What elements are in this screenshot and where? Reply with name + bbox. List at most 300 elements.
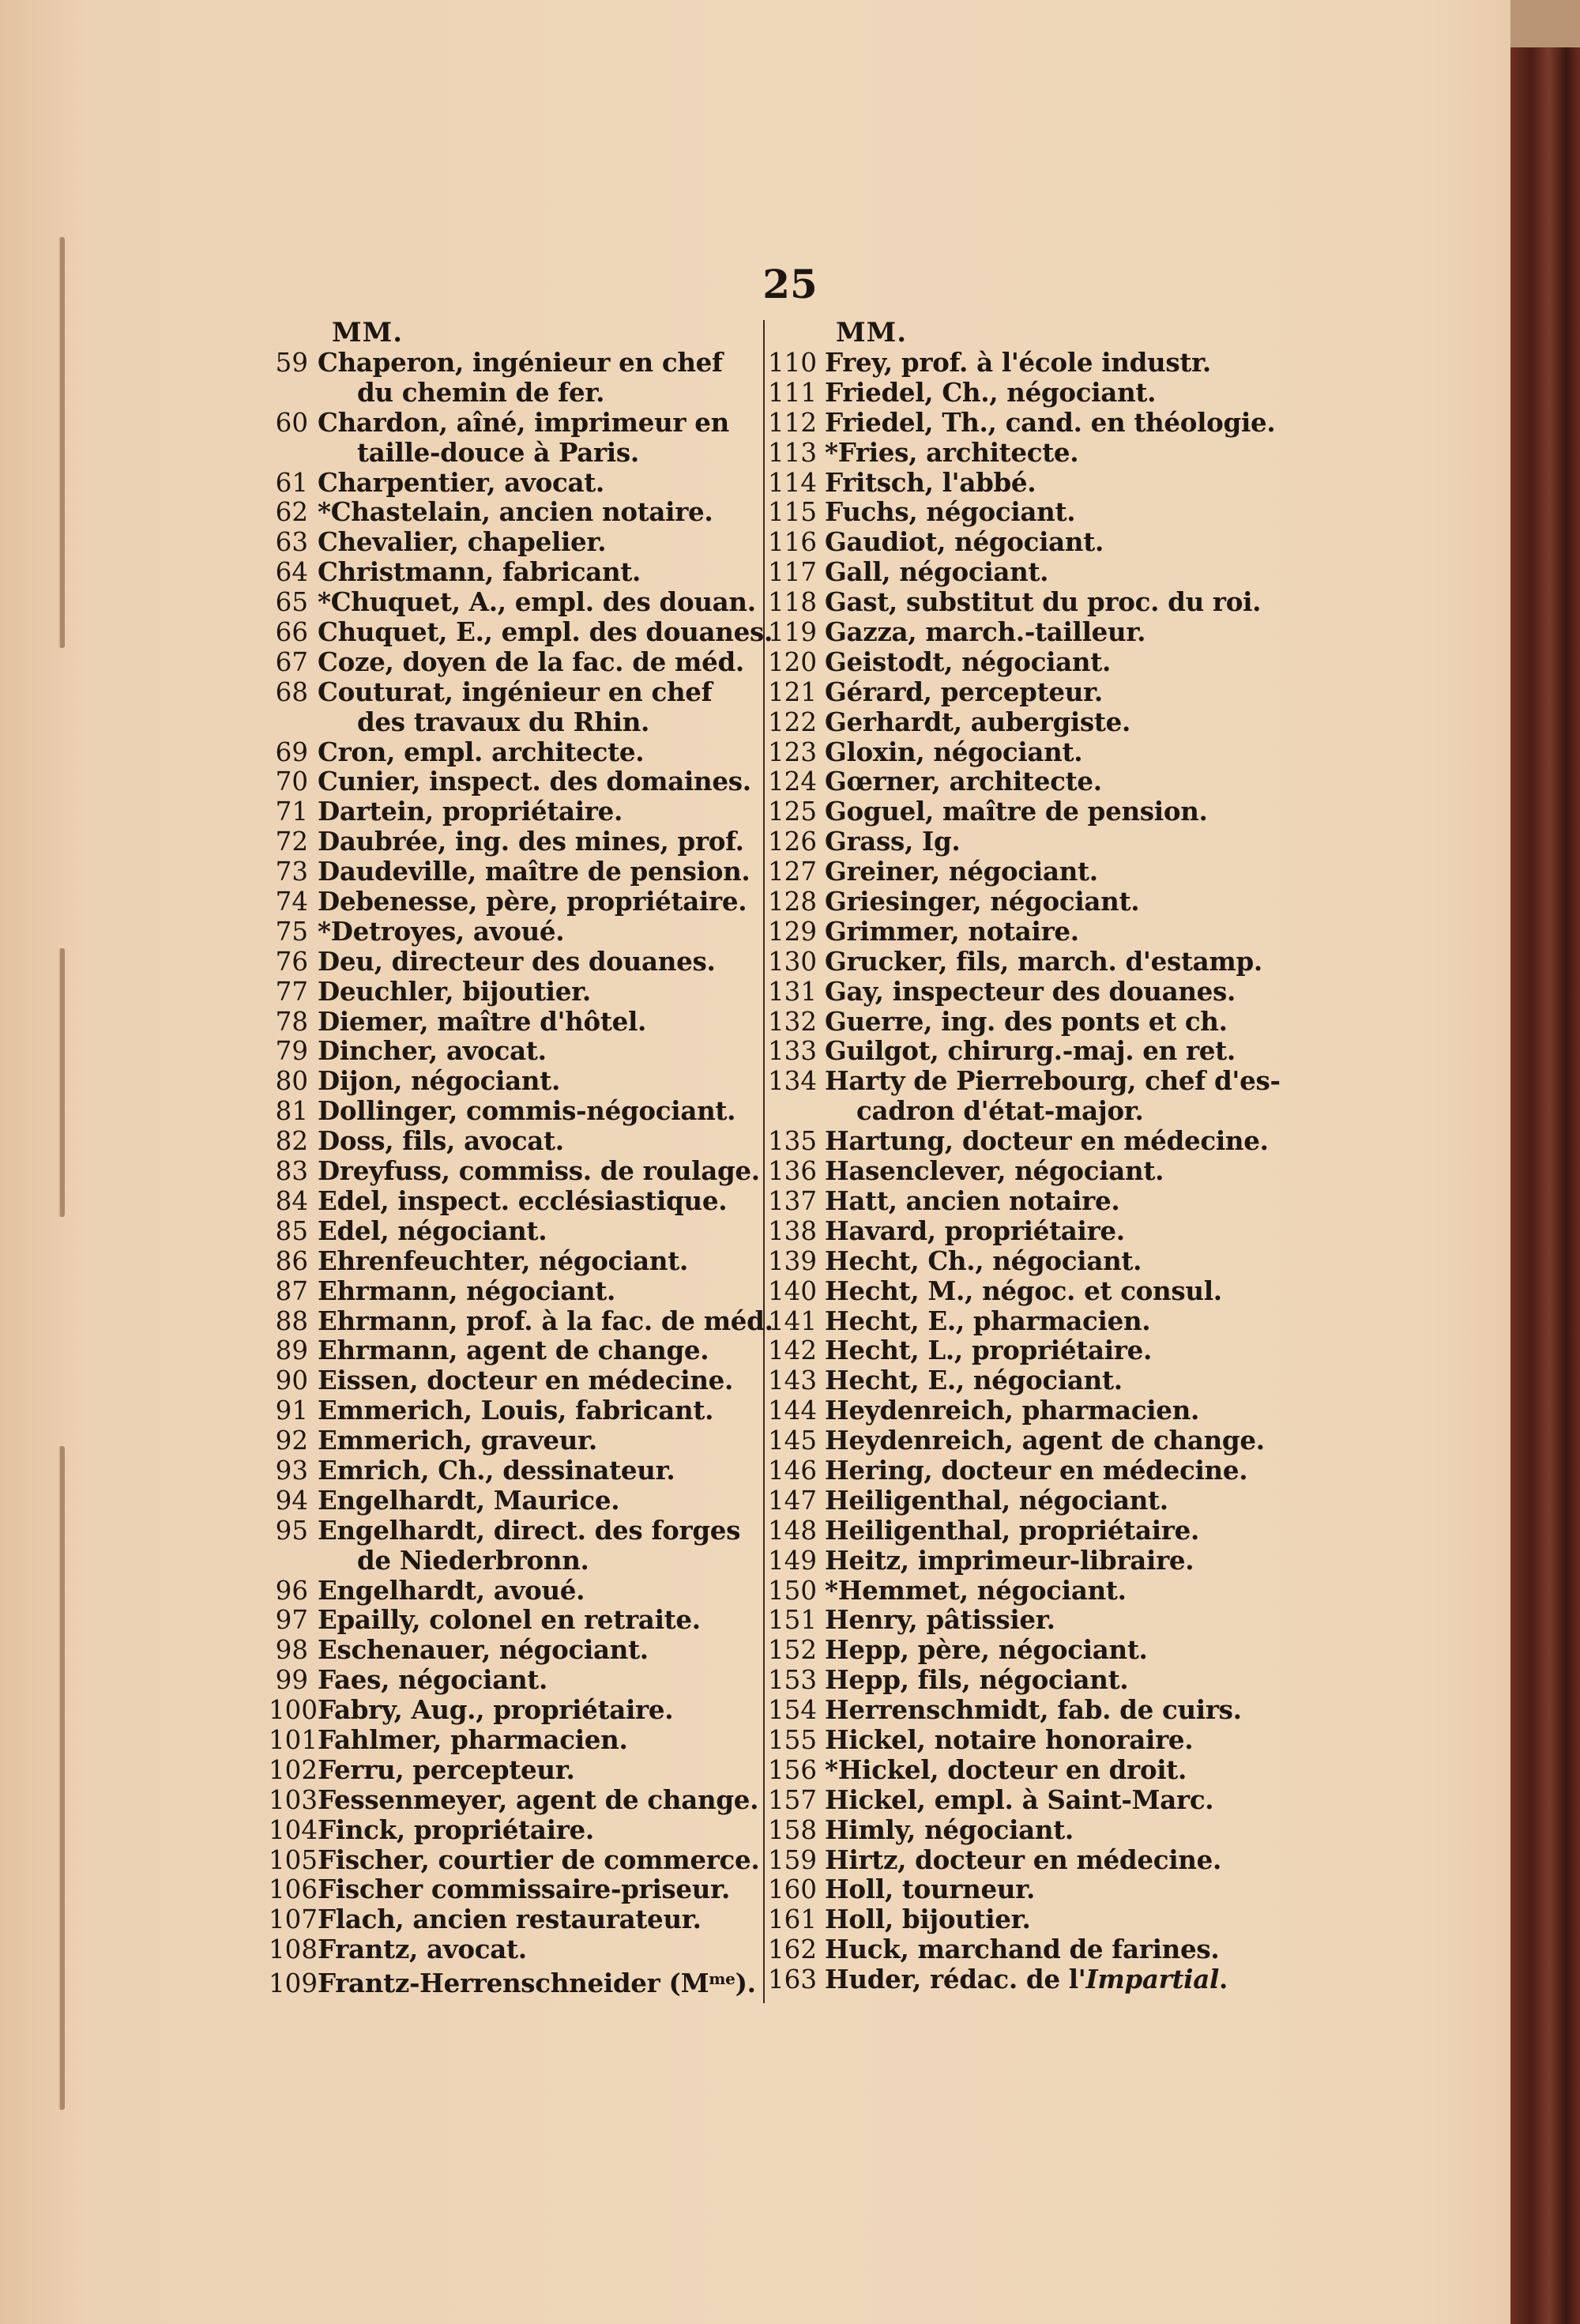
entry-number: 67 bbox=[275, 646, 308, 677]
list-item bbox=[768, 1036, 1258, 1066]
entry-text bbox=[308, 1216, 547, 1246]
entry-text bbox=[308, 1276, 615, 1306]
list-item bbox=[269, 737, 758, 767]
entry-text bbox=[815, 497, 1075, 527]
entry-number: 149 bbox=[768, 1545, 818, 1576]
entry-text bbox=[815, 1904, 1031, 1934]
entry-name: Dreyfuss, commiss. de roulage. bbox=[318, 1155, 760, 1187]
list-item bbox=[269, 917, 758, 947]
entry-number: 128 bbox=[768, 887, 818, 917]
entry-number: 90 bbox=[275, 1365, 308, 1396]
entry-name: Cunier, inspect. des domaines. bbox=[318, 766, 751, 797]
entry-text bbox=[308, 767, 751, 797]
entry-text bbox=[815, 1576, 1127, 1606]
entry-name: Goguel, maître de pension. bbox=[825, 796, 1208, 827]
list-item bbox=[768, 1125, 1269, 1157]
entry-name: Eissen, docteur en médecine. bbox=[318, 1365, 734, 1396]
entry-text bbox=[815, 857, 1098, 887]
entry-number: 107 bbox=[269, 1904, 318, 1935]
list-item bbox=[269, 1216, 758, 1246]
entry-name: Gerhardt, aubergiste. bbox=[825, 706, 1131, 737]
entry-number: 75 bbox=[275, 916, 308, 947]
entry-number: 73 bbox=[275, 857, 308, 887]
list-item bbox=[269, 767, 758, 797]
entry-text bbox=[815, 1066, 1281, 1096]
entry-continuation: de Niederbronn. bbox=[357, 1544, 589, 1576]
entry-number: 97 bbox=[275, 1605, 308, 1636]
entry-number: 155 bbox=[768, 1724, 818, 1755]
entry-name: Gazza, march.-tailleur. bbox=[825, 616, 1146, 648]
entry-text bbox=[815, 1456, 1247, 1486]
entry-number: 89 bbox=[275, 1335, 308, 1366]
entry-name: Ehrmann, agent de change. bbox=[318, 1335, 709, 1366]
list-item bbox=[269, 1845, 758, 1875]
entry-name: Emrich, Ch., dessinateur. bbox=[318, 1454, 675, 1486]
entry-number: 103 bbox=[269, 1784, 318, 1815]
entry-text bbox=[815, 468, 1036, 498]
entry-number: 111 bbox=[768, 377, 818, 408]
entry-text bbox=[308, 1456, 675, 1486]
entry-name: Engelhardt, avoué. bbox=[318, 1574, 585, 1606]
entry-text bbox=[815, 707, 1130, 737]
entry-name: Debenesse, père, propriétaire. bbox=[318, 886, 747, 917]
entry-name: Heitz, imprimeur-libraire. bbox=[825, 1544, 1194, 1576]
list-item bbox=[269, 977, 758, 1007]
entry-number: 79 bbox=[275, 1036, 308, 1067]
entry-name: Gérard, percepteur. bbox=[825, 676, 1103, 707]
entry-name: Daudeville, maître de pension. bbox=[318, 856, 750, 887]
list-item bbox=[269, 1815, 758, 1845]
entry-list bbox=[768, 347, 1281, 1995]
entry-name: Hatt, ancien notaire. bbox=[825, 1185, 1120, 1216]
entry-number: 130 bbox=[768, 946, 818, 977]
entry-number: 127 bbox=[768, 857, 818, 887]
right-column bbox=[768, 317, 1281, 1995]
entry-name: Hickel, notaire honoraire. bbox=[825, 1723, 1194, 1755]
entry-number: 94 bbox=[275, 1485, 308, 1516]
entry-name: Fabry, Aug., propriétaire. bbox=[318, 1694, 674, 1726]
left-column bbox=[269, 317, 773, 1999]
list-item bbox=[768, 1425, 1265, 1456]
entry-name: Daubrée, ing. des mines, prof. bbox=[318, 826, 744, 857]
entry-name: Frantz, avocat. bbox=[318, 1934, 527, 1965]
entry-number: 84 bbox=[275, 1185, 308, 1216]
entry-name: Heydenreich, agent de change. bbox=[825, 1425, 1265, 1456]
entry-text bbox=[308, 497, 713, 527]
entry-number: 158 bbox=[768, 1814, 818, 1845]
entry-name: Himly, négociant. bbox=[825, 1814, 1074, 1845]
list-item bbox=[768, 406, 1276, 438]
entry-continuation: des travaux du Rhin. bbox=[357, 706, 650, 737]
list-item bbox=[768, 1845, 1258, 1875]
entry-tail: . bbox=[1219, 1964, 1228, 1995]
list-item bbox=[768, 887, 1258, 917]
list-item bbox=[269, 647, 758, 677]
entry-name: Frey, prof. à l'école industr. bbox=[825, 347, 1211, 378]
entry-name: *Hickel, docteur en droit. bbox=[825, 1753, 1187, 1785]
entry-text bbox=[308, 1365, 733, 1396]
list-item bbox=[269, 1516, 758, 1546]
column-header: MM. bbox=[836, 317, 908, 348]
entry-name: Dartein, propriétaire. bbox=[318, 796, 623, 827]
list-item bbox=[768, 557, 1258, 587]
entry-number: 109 bbox=[269, 1968, 318, 1999]
list-item bbox=[768, 917, 1258, 947]
entry-name: Friedel, Th., cand. en théologie. bbox=[825, 406, 1276, 438]
entry-name: Huder, rédac. de l' bbox=[825, 1964, 1086, 1995]
list-item bbox=[269, 587, 758, 617]
entry-number: 135 bbox=[768, 1126, 818, 1157]
entry-text bbox=[308, 1486, 619, 1516]
entry-name: Ehrenfeuchter, négociant. bbox=[318, 1245, 688, 1276]
entry-name: *Detroyes, avoué. bbox=[318, 915, 565, 947]
list-item bbox=[768, 1874, 1258, 1904]
entry-number: 140 bbox=[768, 1275, 818, 1306]
entry-name: Hecht, M., négoc. et consul. bbox=[825, 1275, 1222, 1306]
entry-text bbox=[308, 348, 723, 378]
entry-number: 134 bbox=[768, 1066, 818, 1097]
entry-number: 115 bbox=[768, 497, 818, 528]
entry-name: Hepp, père, négociant. bbox=[825, 1634, 1148, 1666]
entry-text bbox=[815, 378, 1156, 408]
entry-italic: Impartial bbox=[1085, 1964, 1220, 1995]
entry-name: Harty de Pierrebourg, chef d'es- bbox=[825, 1065, 1281, 1097]
entry-text bbox=[815, 1276, 1222, 1306]
entry-text bbox=[815, 1845, 1221, 1875]
entry-name: Emmerich, Louis, fabricant. bbox=[318, 1395, 714, 1426]
entry-name: Faes, négociant. bbox=[318, 1664, 548, 1696]
list-item bbox=[768, 1335, 1258, 1365]
entry-text bbox=[815, 1426, 1265, 1456]
entry-name: Guerre, ing. des ponts et ch. bbox=[825, 1005, 1228, 1037]
list-item bbox=[768, 1725, 1258, 1755]
entry-name: Gast, substitut du proc. du roi. bbox=[825, 586, 1262, 618]
entry-name: Couturat, ingénieur en chef bbox=[318, 676, 713, 707]
entry-number: 112 bbox=[768, 407, 818, 438]
entry-name: Doss, fils, avocat. bbox=[318, 1125, 564, 1157]
entry-number: 106 bbox=[269, 1874, 318, 1905]
entry-number: 138 bbox=[768, 1215, 818, 1246]
entry-number: 120 bbox=[768, 646, 818, 677]
entry-name: Emmerich, graveur. bbox=[318, 1425, 597, 1456]
entry-superscript: me bbox=[709, 1969, 735, 1989]
entry-number: 125 bbox=[768, 797, 818, 827]
entry-name: Hecht, Ch., négociant. bbox=[825, 1245, 1142, 1276]
entry-text bbox=[308, 1934, 527, 1964]
list-item bbox=[269, 468, 758, 498]
entry-text bbox=[308, 677, 712, 707]
list-item bbox=[269, 497, 758, 527]
list-item bbox=[768, 1065, 1281, 1097]
entry-name: *Hemmet, négociant. bbox=[825, 1574, 1127, 1606]
entry-text bbox=[308, 1246, 688, 1276]
entry-continuation: cadron d'état-major. bbox=[856, 1095, 1144, 1127]
entry-number: 105 bbox=[269, 1844, 318, 1875]
entry-text bbox=[815, 408, 1275, 438]
list-item bbox=[269, 1456, 758, 1486]
entry-number: 104 bbox=[269, 1814, 318, 1845]
entry-text bbox=[308, 587, 756, 617]
entry-number: 124 bbox=[768, 767, 818, 797]
list-item bbox=[768, 1516, 1258, 1546]
entry-text bbox=[308, 887, 747, 917]
entry-number: 119 bbox=[768, 617, 818, 648]
entry-number: 78 bbox=[275, 1006, 308, 1037]
list-item bbox=[269, 616, 773, 648]
entry-name: Greiner, négociant. bbox=[825, 856, 1098, 887]
list-item bbox=[269, 1126, 758, 1156]
entry-text bbox=[815, 1216, 1125, 1246]
entry-number: 129 bbox=[768, 916, 818, 947]
entry-name: Dincher, avocat. bbox=[318, 1035, 547, 1067]
entry-text bbox=[815, 1665, 1128, 1695]
entry-text bbox=[815, 977, 1236, 1007]
entry-continuation: taille-douce à Paris. bbox=[357, 436, 639, 468]
entry-number: 60 bbox=[275, 407, 308, 438]
entry-number: 65 bbox=[275, 587, 308, 618]
binding-edge bbox=[1510, 0, 1580, 47]
entry-number: 162 bbox=[768, 1934, 818, 1965]
entry-text bbox=[815, 1486, 1168, 1516]
entry-number: 133 bbox=[768, 1036, 818, 1067]
list-item bbox=[768, 677, 1258, 707]
entry-text bbox=[815, 1755, 1187, 1785]
list-item bbox=[269, 1246, 758, 1276]
binding-stitch bbox=[58, 948, 65, 1217]
entry-number: 76 bbox=[275, 946, 308, 977]
list-item bbox=[269, 1695, 758, 1725]
entry-text bbox=[815, 947, 1262, 977]
entry-number: 117 bbox=[768, 557, 818, 588]
list-item bbox=[768, 1815, 1258, 1845]
entry-number: 71 bbox=[275, 797, 308, 827]
entry-text bbox=[815, 677, 1103, 707]
entry-text bbox=[815, 557, 1048, 587]
entry-number: 118 bbox=[768, 587, 818, 618]
list-item bbox=[768, 945, 1262, 977]
list-item bbox=[269, 1874, 758, 1904]
entry-name: Havard, propriétaire. bbox=[825, 1215, 1125, 1246]
list-item bbox=[768, 1665, 1258, 1695]
list-item bbox=[768, 1156, 1258, 1186]
entry-text bbox=[815, 527, 1104, 557]
entry-text bbox=[308, 737, 644, 767]
list-item bbox=[269, 1186, 758, 1216]
list-item bbox=[269, 857, 758, 887]
entry-text bbox=[815, 438, 1078, 468]
entry-name: Gœrner, architecte. bbox=[825, 766, 1102, 797]
entry-number: 114 bbox=[768, 467, 818, 498]
entry-number: 83 bbox=[275, 1156, 308, 1187]
list-item bbox=[768, 586, 1262, 618]
entry-text bbox=[815, 1605, 1055, 1635]
entry-number: 143 bbox=[768, 1365, 818, 1396]
entry-name: Ehrmann, négociant. bbox=[318, 1275, 616, 1306]
entry-number: 113 bbox=[768, 437, 818, 468]
entry-number: 70 bbox=[275, 767, 308, 797]
entry-text bbox=[308, 1964, 756, 1998]
entry-number: 88 bbox=[275, 1305, 308, 1336]
list-item bbox=[269, 947, 758, 977]
entry-text bbox=[815, 1695, 1242, 1725]
entry-name: Fahlmer, pharmacien. bbox=[318, 1723, 628, 1755]
list-item bbox=[768, 1785, 1258, 1815]
entry-number: 160 bbox=[768, 1874, 818, 1905]
list-item bbox=[269, 557, 758, 587]
list-item bbox=[269, 1156, 758, 1186]
entry-name: Cron, empl. architecte. bbox=[318, 736, 645, 767]
list-item bbox=[768, 438, 1258, 468]
entry-number: 121 bbox=[768, 676, 818, 707]
entry-name: Heiligenthal, propriétaire. bbox=[825, 1514, 1199, 1546]
list-item bbox=[768, 1456, 1258, 1486]
list-item bbox=[269, 677, 758, 707]
list-item bbox=[768, 1486, 1258, 1516]
entry-number: 131 bbox=[768, 976, 818, 1007]
entry-text bbox=[815, 1306, 1150, 1336]
list-item bbox=[768, 1306, 1258, 1336]
list-item bbox=[768, 977, 1258, 1007]
list-item bbox=[269, 1486, 758, 1516]
entry-name: *Chastelain, ancien notaire. bbox=[318, 496, 713, 528]
entry-number: 144 bbox=[768, 1396, 818, 1426]
entry-name: Fischer, courtier de commerce. bbox=[318, 1844, 760, 1875]
entry-number: 63 bbox=[275, 527, 308, 558]
entry-text bbox=[308, 1007, 646, 1037]
entry-name: *Chuquet, A., empl. des douan. bbox=[318, 586, 756, 618]
list-item bbox=[269, 1096, 758, 1126]
list-item bbox=[768, 1365, 1258, 1396]
entry-name: Hirtz, docteur en médecine. bbox=[825, 1844, 1221, 1875]
entry-name: Engelhardt, direct. des forges bbox=[318, 1514, 741, 1546]
entry-text bbox=[308, 1066, 560, 1096]
entry-text bbox=[308, 917, 564, 947]
entry-name: Frantz-Herrenschneider (M bbox=[318, 1968, 709, 1999]
entry-text bbox=[308, 527, 606, 557]
entry-number: 152 bbox=[768, 1635, 818, 1666]
entry-name: Chaperon, ingénieur en chef bbox=[318, 347, 723, 378]
entry-name: Edel, négociant. bbox=[318, 1215, 547, 1246]
list-item bbox=[269, 1066, 758, 1096]
entry-name: Dijon, négociant. bbox=[318, 1065, 560, 1097]
entry-text bbox=[308, 1426, 597, 1456]
list-item bbox=[768, 378, 1258, 408]
list-item bbox=[768, 767, 1258, 797]
entry-text bbox=[308, 1904, 702, 1934]
entry-name: Herrenschmidt, fab. de cuirs. bbox=[825, 1694, 1242, 1726]
entry-number: 163 bbox=[768, 1964, 818, 1995]
list-item bbox=[768, 527, 1258, 557]
entry-text bbox=[308, 1335, 709, 1365]
entry-name: Engelhardt, Maurice. bbox=[318, 1484, 620, 1516]
entry-text bbox=[308, 1815, 594, 1845]
entry-name: Holl, tourneur. bbox=[825, 1874, 1036, 1905]
entry-text bbox=[308, 468, 604, 498]
entry-name: Fischer commissaire-priseur. bbox=[318, 1874, 730, 1905]
entry-number: 116 bbox=[768, 527, 818, 558]
entry-number: 81 bbox=[275, 1096, 308, 1127]
entry-name: Diemer, maître d'hôtel. bbox=[318, 1005, 647, 1037]
entry-text bbox=[308, 1635, 649, 1665]
entry-text bbox=[815, 767, 1102, 797]
entry-text bbox=[308, 827, 744, 857]
list-item bbox=[269, 1007, 758, 1037]
entry-text bbox=[815, 1335, 1152, 1365]
entry-text bbox=[815, 1365, 1123, 1396]
entry-name: Ehrmann, prof. à la fac. de méd. bbox=[318, 1305, 773, 1336]
entry-name: Grimmer, notaire. bbox=[825, 915, 1079, 947]
list-item bbox=[768, 827, 1258, 857]
list-item bbox=[768, 1246, 1258, 1276]
entry-number: 91 bbox=[275, 1396, 308, 1426]
entry-number: 96 bbox=[275, 1575, 308, 1606]
list-item bbox=[269, 408, 758, 438]
list-item bbox=[768, 1635, 1258, 1665]
entry-name: Holl, bijoutier. bbox=[825, 1904, 1031, 1935]
list-item bbox=[768, 647, 1258, 677]
list-item bbox=[269, 1725, 758, 1755]
entry-text bbox=[815, 887, 1139, 917]
entry-number: 95 bbox=[275, 1515, 308, 1546]
entry-name: Hecht, E., négociant. bbox=[825, 1365, 1123, 1396]
list-item bbox=[269, 1605, 758, 1635]
entry-text bbox=[308, 977, 591, 1007]
list-item bbox=[768, 737, 1258, 767]
entry-text bbox=[815, 1815, 1074, 1845]
list-item bbox=[768, 617, 1258, 647]
list-item bbox=[768, 1934, 1258, 1964]
list-item bbox=[269, 527, 758, 557]
entry-text bbox=[308, 1605, 701, 1635]
entry-name: Hecht, L., propriétaire. bbox=[825, 1335, 1152, 1366]
entry-text bbox=[308, 647, 744, 677]
entry-text bbox=[815, 1635, 1148, 1665]
list-item bbox=[768, 1396, 1258, 1426]
entry-number: 108 bbox=[269, 1934, 318, 1965]
entry-name: Chardon, aîné, imprimeur en bbox=[318, 406, 729, 438]
entry-name: Gloxin, négociant. bbox=[825, 736, 1083, 767]
entry-text bbox=[308, 1755, 575, 1785]
entry-name: Hering, docteur en médecine. bbox=[825, 1454, 1248, 1486]
entry-name: Hasenclever, négociant. bbox=[825, 1155, 1164, 1187]
entry-name: Finck, propriétaire. bbox=[318, 1814, 594, 1845]
entry-number: 147 bbox=[768, 1485, 818, 1516]
entry-name: Hartung, docteur en médecine. bbox=[825, 1125, 1269, 1157]
entry-name: Friedel, Ch., négociant. bbox=[825, 376, 1157, 408]
entry-name: Flach, ancien restaurateur. bbox=[318, 1904, 702, 1935]
entry-number: 153 bbox=[768, 1665, 818, 1696]
list-item bbox=[269, 1785, 758, 1815]
entry-text bbox=[308, 1665, 547, 1695]
entry-text bbox=[815, 1186, 1119, 1216]
list-item bbox=[768, 857, 1258, 887]
entry-number: 142 bbox=[768, 1335, 818, 1366]
entry-name: Ferru, percepteur. bbox=[318, 1753, 575, 1785]
entry-text bbox=[815, 827, 960, 857]
entry-number: 157 bbox=[768, 1784, 818, 1815]
entry-name: Henry, pâtissier. bbox=[825, 1604, 1055, 1636]
entry-name: Huck, marchand de farines. bbox=[825, 1934, 1220, 1965]
entry-number: 154 bbox=[768, 1695, 818, 1726]
entry-name: Hepp, fils, négociant. bbox=[825, 1664, 1129, 1696]
list-item bbox=[269, 827, 758, 857]
binding-stitch bbox=[58, 237, 65, 648]
entry-text bbox=[815, 797, 1208, 827]
list-item bbox=[269, 1964, 758, 1999]
entry-name: Heiligenthal, négociant. bbox=[825, 1484, 1168, 1516]
entry-number: 145 bbox=[768, 1426, 818, 1456]
entry-text bbox=[308, 1096, 735, 1126]
